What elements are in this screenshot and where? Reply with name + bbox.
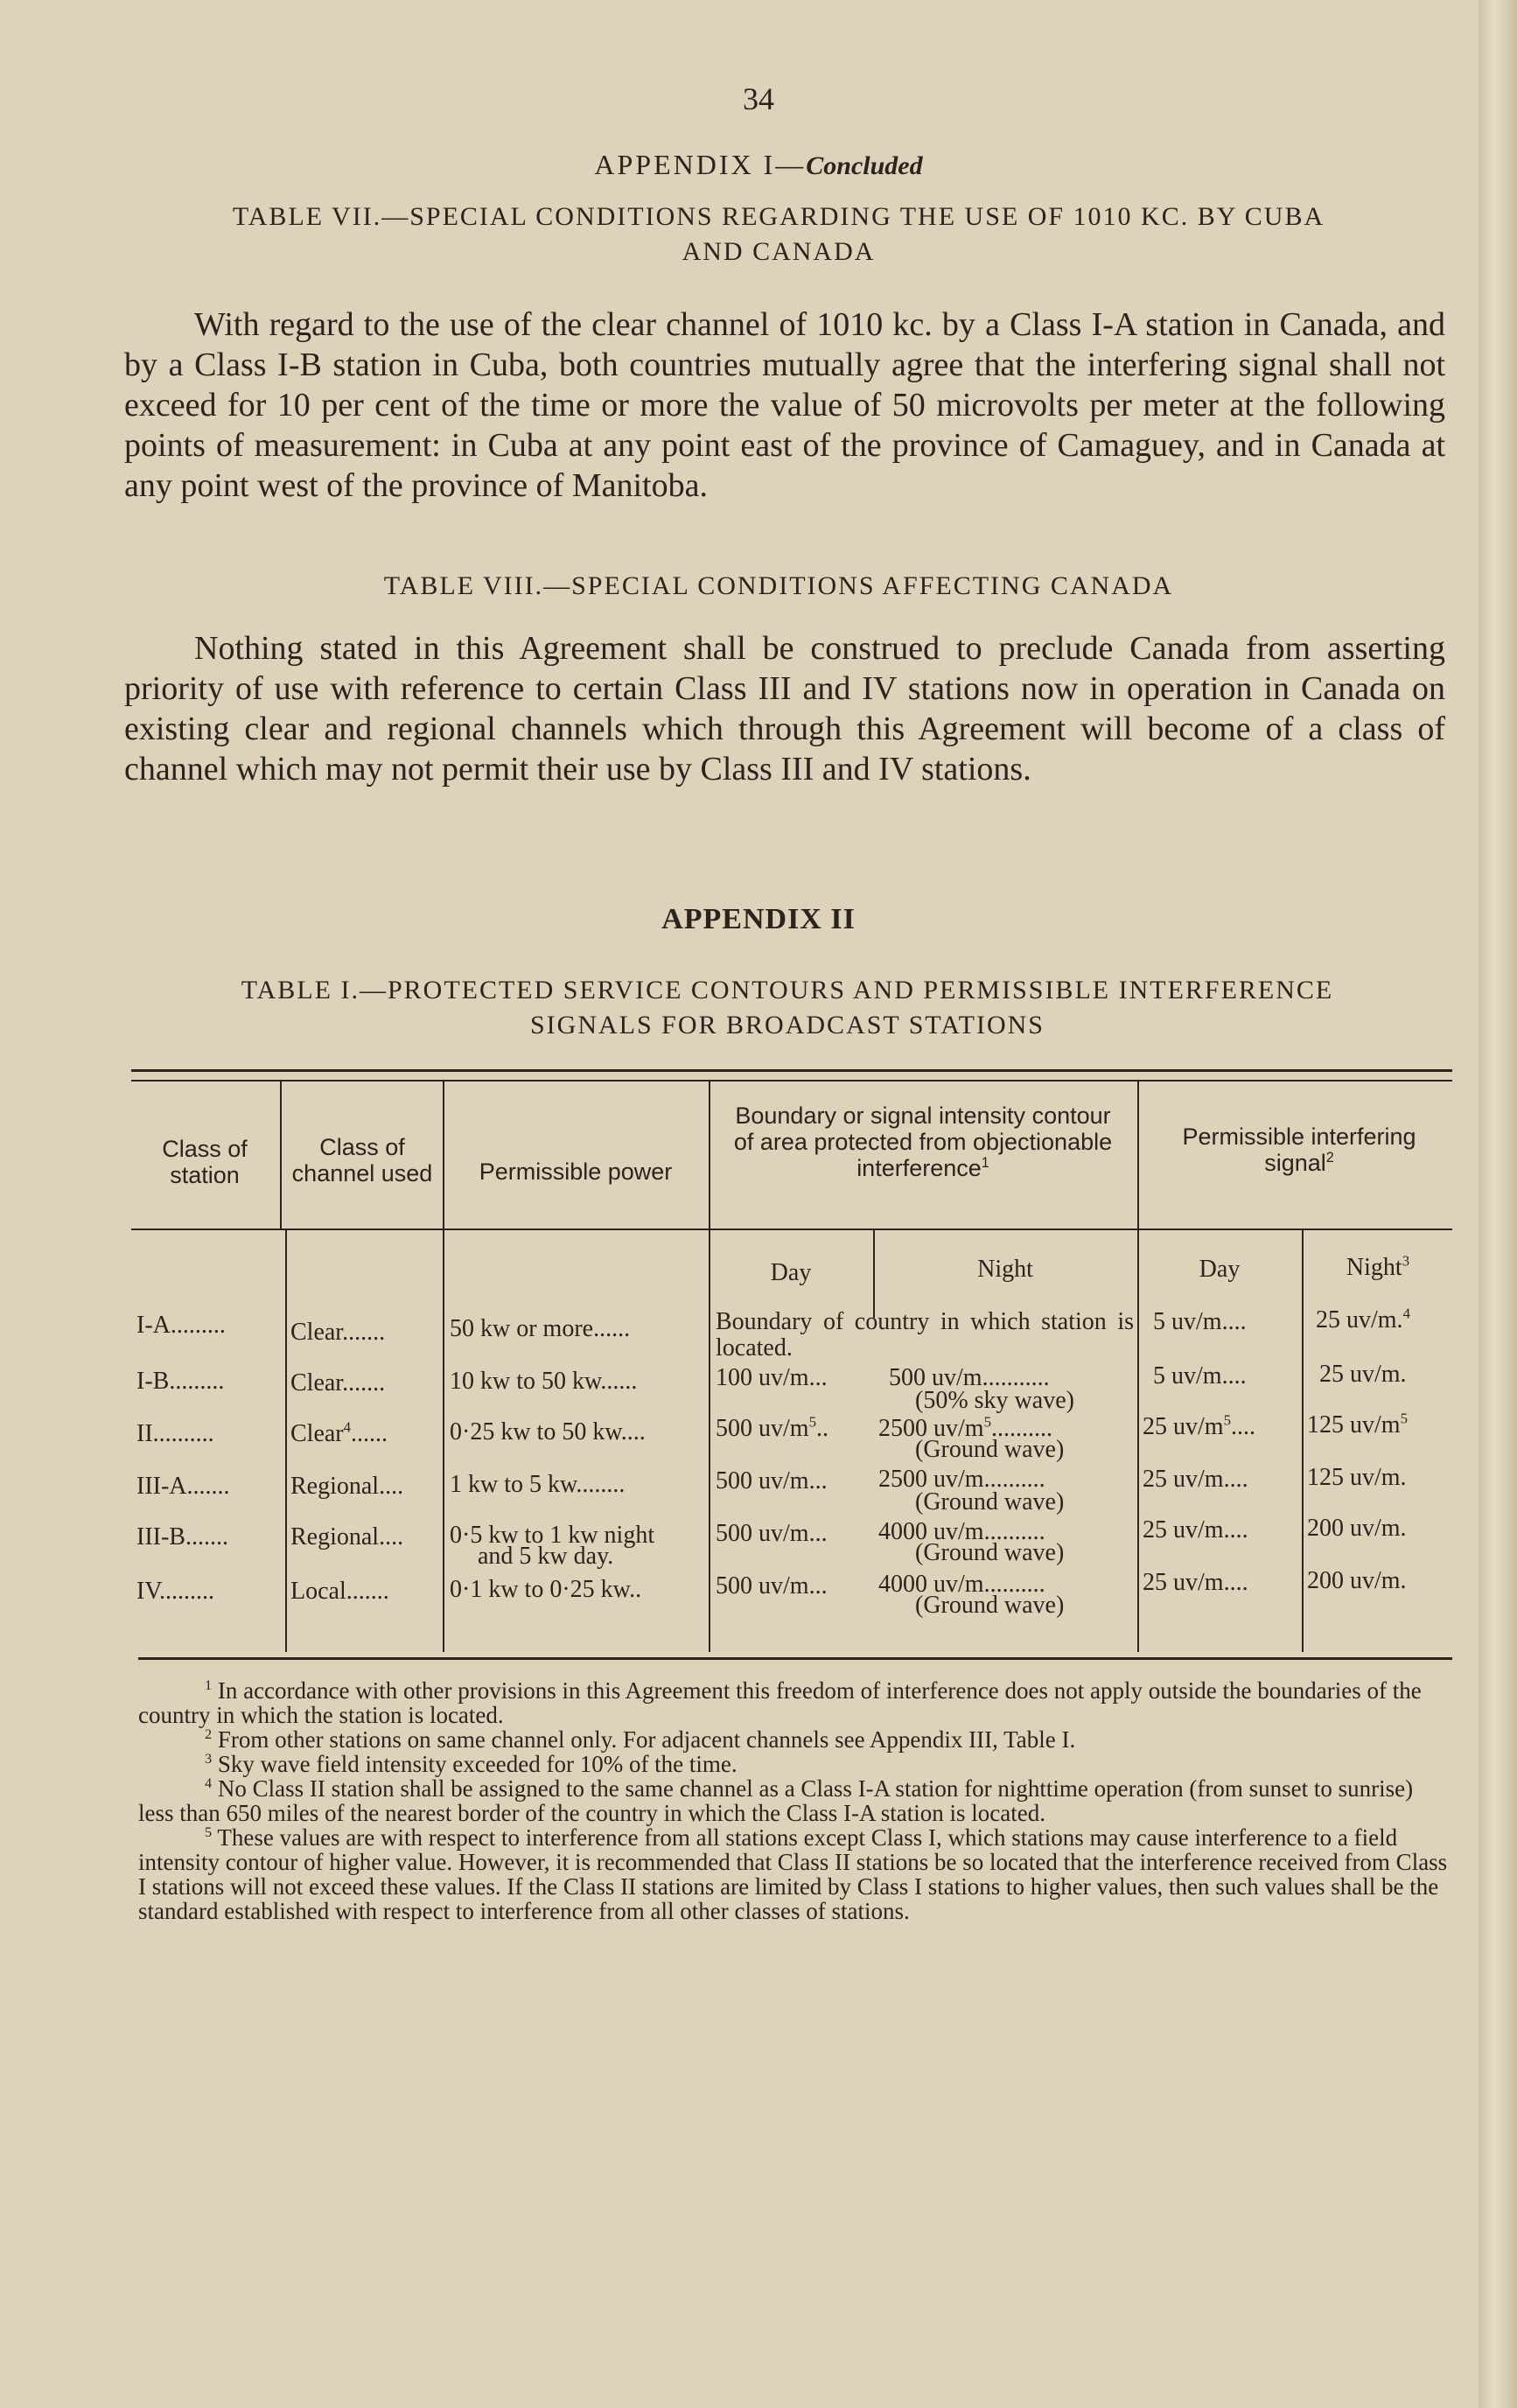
header-permissible-mark: 2	[1325, 1150, 1334, 1166]
row-iiia-int-day-text: 25 uv/m	[1143, 1466, 1224, 1493]
row-ii-prot-night-text: 2500 uv/m	[878, 1415, 984, 1442]
header-rule-station	[131, 1228, 280, 1230]
table-viii-title	[105, 569, 1452, 604]
row-ib-power: 10 kw to 50 kw......	[450, 1368, 638, 1395]
row-ii-prot-day: 500 $uv/m^5$..	[716, 1413, 828, 1442]
row-ib-channel: Clear.......	[290, 1369, 386, 1396]
appendix-i-heading-text: APPENDIX I—	[594, 149, 807, 180]
footnote-2-text: From other stations on same channel only. For adjacent channels see Appendix III, Table I.	[217, 1726, 1076, 1753]
row-ii-channel-mark: 4	[343, 1418, 352, 1436]
row-iiib-channel: Regional....	[290, 1523, 404, 1550]
row-iv-channel-text: Local	[290, 1578, 346, 1605]
row-ib-station-text: I-B	[136, 1368, 170, 1395]
page-number: 34	[743, 81, 774, 116]
row-ii-prot-night-note: (Ground wave)	[915, 1436, 1065, 1463]
table-viii-title-text: TABLE VIII.—SPECIAL CONDITIONS AFFECTING CANADA	[383, 571, 1174, 600]
row-iiia-channel: Regional....	[290, 1473, 404, 1500]
row-iv-power-text: 0·1 kw to 0·25 kw	[450, 1576, 630, 1603]
header-permissible-interfering-text: Permissible interfering signal	[1182, 1124, 1416, 1176]
row-ii-int-night	[1307, 1412, 1408, 1438]
row-iiia-station: III-A.......	[136, 1473, 230, 1500]
header-class-of-station: Class of station	[162, 1136, 248, 1188]
row-ib-int-night: 25 uv/m.	[1319, 1361, 1407, 1388]
row-ii-station-text: II	[136, 1420, 153, 1447]
row-iiib-power-line2: and 5 kw day.	[478, 1543, 614, 1570]
row-ii-channel: Clear$^4$......	[290, 1418, 388, 1447]
row-iiib-int-day-text: 25 uv/m	[1143, 1516, 1224, 1544]
row-iiia-power: 1 kw to 5 kw........	[450, 1471, 626, 1498]
footnote-1-mark: 1	[205, 1677, 213, 1693]
row-iiia-station-text: III-A	[136, 1473, 187, 1500]
table-top-rule	[131, 1069, 1452, 1072]
row-ii-channel-text: Clear	[290, 1420, 344, 1447]
row-ii-int-night-mark: 5	[1400, 1410, 1408, 1427]
footnote-4	[138, 1776, 1451, 1825]
row-ii-prot-night: 2500 $uv/m^5$..........	[878, 1413, 1052, 1442]
header-boundary-mark: 1	[981, 1155, 989, 1171]
row-iv-prot-day-text: 500 uv/m	[716, 1572, 809, 1600]
row-ia-int-day-text: 5 uv/m	[1153, 1308, 1222, 1335]
header-permissible-power: Permissible power	[479, 1158, 673, 1185]
row-iv-int-day: 25 uv/m....	[1143, 1569, 1248, 1596]
row-ii-int-night-text: 125 uv/m	[1307, 1411, 1401, 1438]
row-ii-int-day: 25 $uv/m^5$....	[1143, 1411, 1255, 1440]
header-day-interfering: Day	[1199, 1256, 1241, 1283]
header-night-interfering	[1304, 1252, 1452, 1281]
row-iiib-int-day: 25 uv/m....	[1143, 1516, 1248, 1544]
row-iiia-prot-day-text: 500 uv/m	[716, 1467, 809, 1494]
row-iiia-prot-night-note: (Ground wave)	[915, 1488, 1065, 1516]
row-iiia-int-day: 25 uv/m....	[1143, 1466, 1248, 1493]
footnote-5	[138, 1825, 1451, 1923]
vrule-4	[1137, 1082, 1139, 1652]
table-vii-paragraph	[124, 304, 1445, 506]
row-ia-power-text: 50 kw or more	[450, 1315, 594, 1342]
table-vii-title-line1: TABLE VII.—SPECIAL CONDITIONS REGARDING THE USE OF 1010 KC. BY CUBA	[232, 202, 1325, 231]
footnote-3-text: Sky wave field intensity exceeded for 10% of the time.	[217, 1751, 738, 1777]
table-vii-title-line2: AND CANADA	[682, 237, 876, 266]
row-ia-power: 50 kw or more......	[450, 1315, 631, 1342]
row-ib-prot-night-text: 500 uv/m	[889, 1364, 982, 1391]
appendix-i-heading-suffix: Concluded	[806, 151, 923, 180]
table-vii-title	[105, 200, 1452, 270]
row-ib-int-day: 5 uv/m....	[1153, 1362, 1247, 1390]
header-boundary-text: Boundary or signal intensity contour of area protected from objectionable interference	[733, 1102, 1113, 1181]
row-iiia-channel-text: Regional	[290, 1473, 380, 1500]
row-iiib-int-night: 200 uv/m.	[1307, 1515, 1407, 1542]
footnote-4-text: No Class II station shall be assigned to the same channel as a Class I-A station for nighttime operation (from sunset to sunrise) less than 650 miles of the nearest border of the country in which the Class I-A station is located.	[138, 1775, 1414, 1826]
header-rule-main	[282, 1228, 1452, 1230]
row-iv-power: 0·1 kw to 0·25 kw..	[450, 1576, 642, 1603]
row-iiib-prot-day: 500 uv/m...	[716, 1520, 828, 1547]
row-iv-channel: Local.......	[290, 1578, 389, 1605]
row-iv-prot-night: 4000 uv/m..........	[878, 1571, 1045, 1598]
row-ia-int-day: 5 uv/m....	[1153, 1308, 1247, 1335]
vrule-1-body	[285, 1230, 287, 1652]
footnote-1	[138, 1678, 1451, 1727]
footnotes	[138, 1678, 1451, 1923]
row-ii-int-day-text: 25 uv/m	[1143, 1413, 1224, 1440]
header-day-protected: Day	[770, 1259, 812, 1286]
row-iiia-prot-day: 500 uv/m...	[716, 1467, 828, 1494]
row-ia-protected: Boundary of country in which station is located.	[716, 1308, 1134, 1362]
table-bottom-rule	[138, 1657, 1452, 1660]
row-ib-station: I-B.........	[136, 1368, 225, 1395]
row-ib-prot-night-note: (50% sky wave)	[915, 1387, 1074, 1414]
footnote-5-mark: 5	[205, 1824, 213, 1840]
row-ib-channel-text: Clear	[290, 1369, 343, 1396]
row-ia-int-night	[1316, 1307, 1410, 1334]
footnote-2-mark: 2	[205, 1726, 213, 1742]
header-boundary	[726, 1102, 1120, 1181]
row-iiia-power-text: 1 kw to 5 kw	[450, 1471, 577, 1498]
row-ib-prot-day-text: 100 uv/m	[716, 1364, 809, 1391]
row-iiib-channel-text: Regional	[290, 1523, 380, 1550]
row-ii-station: II..........	[136, 1420, 214, 1447]
footnote-4-mark: 4	[205, 1775, 213, 1791]
row-iv-station: IV.........	[136, 1578, 214, 1605]
row-ia-int-night-mark: 4	[1402, 1305, 1410, 1322]
row-iiib-station: III-B.......	[136, 1523, 228, 1550]
header-class-of-channel: Class of channel used	[291, 1134, 433, 1186]
row-ii-prot-day-mark: 5	[808, 1413, 816, 1431]
appendix-ii-title: APPENDIX II	[661, 903, 856, 935]
appendix-i-heading	[0, 149, 1517, 181]
row-iv-int-night: 200 uv/m.	[1307, 1567, 1407, 1594]
table-viii-paragraph	[124, 628, 1445, 789]
appendix-ii-table-title	[114, 973, 1461, 1043]
row-ii-power-text: 0·25 kw to 50 kw	[450, 1418, 621, 1446]
row-iiia-int-night: 125 uv/m.	[1307, 1464, 1407, 1491]
footnote-5-text: These values are with respect to interference from all stations except Class I, which stations may cause interference to a field intensity contour of higher value. However, it is recommended that Class II stations be so located that the interference received from Class I stations will not exceed these values. If the Class II stations are limited by Class I stations to higher values, then such values shall be the standard established with respect to interference from all other classes of stations.	[138, 1824, 1448, 1924]
header-night-interfering-mark: 3	[1402, 1252, 1410, 1270]
header-night-interfering-text: Night	[1346, 1254, 1402, 1281]
row-ia-station-text: I-A	[136, 1312, 171, 1339]
row-ia-channel-text: Clear	[290, 1319, 343, 1346]
row-iv-prot-night-text: 4000 uv/m	[878, 1571, 984, 1598]
table-vii-text: With regard to the use of the clear channel of 1010 kc. by a Class I-A station in Canada, and by a Class I-B station in Cuba, both countries mutually agree that the interfering signal shall not exceed for 10 per cent of the time or more the value of 50 microvolts per meter at the following points of measurement: in Cuba at any point east of the province of Camaguey, and in Canada at any point west of the province of Manitoba.	[124, 306, 1445, 504]
row-iiib-prot-night-note: (Ground wave)	[915, 1539, 1065, 1566]
row-ia-int-night-text: 25 uv/m.	[1316, 1306, 1403, 1334]
row-iv-station-text: IV	[136, 1578, 159, 1605]
row-iv-prot-day: 500 uv/m...	[716, 1572, 828, 1600]
row-ii-prot-day-text: 500 uv/m	[716, 1415, 809, 1442]
vrule-1-head	[280, 1082, 282, 1230]
row-iiib-power: 0·5 kw to 1 kw night	[450, 1522, 655, 1549]
footnote-3-mark: 3	[205, 1751, 213, 1767]
header-permissible-interfering	[1155, 1124, 1444, 1176]
page-edge	[1479, 0, 1517, 2408]
row-ia-station: I-A.........	[136, 1312, 226, 1339]
footnote-2	[138, 1727, 1451, 1752]
row-iv-int-day-text: 25 uv/m	[1143, 1569, 1224, 1596]
row-iiib-prot-day-text: 500 uv/m	[716, 1520, 809, 1547]
header-night-protected: Night	[977, 1256, 1033, 1283]
footnote-1-text: In accordance with other provisions in this Agreement this freedom of interference does not apply outside the boundaries of the country in which the station is located.	[138, 1677, 1422, 1728]
row-ii-prot-night-mark: 5	[983, 1413, 991, 1431]
row-iiib-prot-night: 4000 uv/m..........	[878, 1518, 1045, 1545]
table-viii-text: Nothing stated in this Agreement shall be construed to preclude Canada from asserting priority of use with reference to certain Class III and IV stations now in operation in Canada on existing clear and regional channels which through this Agreement will become of a class of channel which may not permit their use by Class III and IV stations.	[124, 630, 1445, 788]
table-top-rule-2	[131, 1080, 1452, 1082]
row-ii-power: 0·25 kw to 50 kw....	[450, 1418, 646, 1446]
row-ib-prot-day: 100 uv/m...	[716, 1364, 828, 1391]
row-ib-int-day-text: 5 uv/m	[1153, 1362, 1222, 1390]
row-iv-prot-night-note: (Ground wave)	[915, 1592, 1065, 1619]
row-ib-power-text: 10 kw to 50 kw	[450, 1368, 601, 1395]
row-iiia-prot-night: 2500 uv/m..........	[878, 1466, 1045, 1493]
row-ib-prot-night: 500 uv/m...........	[889, 1364, 1050, 1391]
row-ii-int-day-mark: 5	[1223, 1411, 1231, 1429]
row-iiib-station-text: III-B	[136, 1523, 185, 1550]
appendix-ii-table-title-line2: SIGNALS FOR BROADCAST STATIONS	[530, 1011, 1045, 1040]
row-ia-channel: Clear.......	[290, 1319, 386, 1346]
row-iiib-prot-night-text: 4000 uv/m	[878, 1518, 984, 1545]
vrule-3	[709, 1082, 710, 1652]
row-iiia-prot-night-text: 2500 uv/m	[878, 1466, 984, 1493]
appendix-ii-table-title-line1: TABLE I.—PROTECTED SERVICE CONTOURS AND PERMISSIBLE INTERFERENCE	[241, 976, 1334, 1004]
vrule-int-split	[1302, 1230, 1304, 1652]
footnote-3	[138, 1752, 1451, 1776]
